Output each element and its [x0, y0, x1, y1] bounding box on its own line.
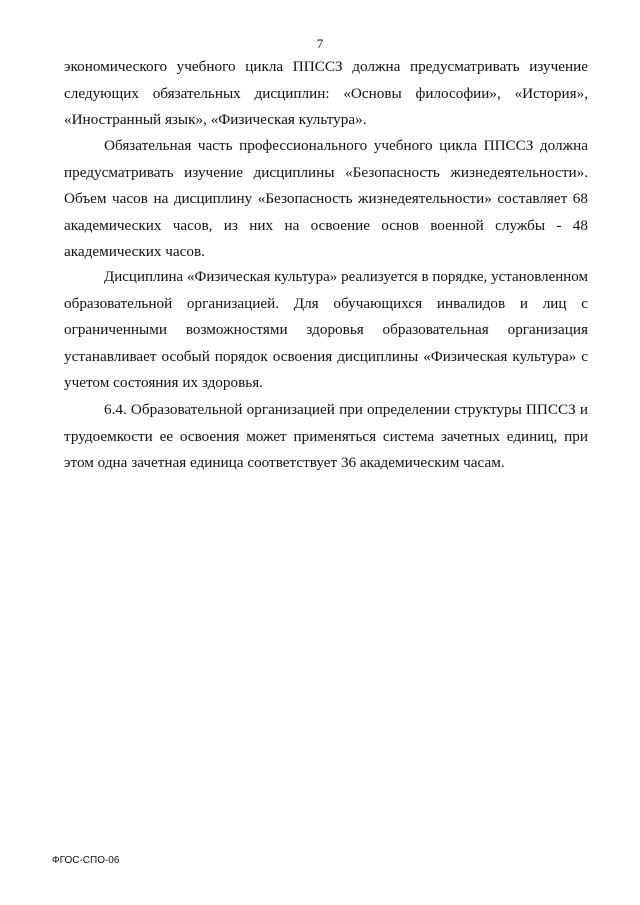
page-number: 7	[316, 36, 324, 51]
text-line: устанавливает особый порядок освоения дисциплины «Физическая культура» с	[64, 347, 588, 365]
text-line: академических часов, из них на освоение основ военной службы - 48	[64, 216, 588, 234]
text-line: ограниченными возможностями здоровья образовательная организация	[64, 321, 588, 338]
text-line: трудоемкости ее освоения может применяться система зачетных единиц, при	[64, 427, 588, 445]
paragraph-credit-units	[64, 397, 588, 477]
text-line: учетом состояния их здоровья.	[64, 374, 263, 391]
text-line: Дисциплина «Физическая культура» реализуется в порядке, установленном	[104, 269, 588, 285]
text-line: предусматривать изучение дисциплины «Безопасность жизнедеятельности».	[64, 163, 588, 181]
document-footer-code: ФГОС-СПО-06	[52, 855, 120, 866]
paragraph-general-disciplines	[64, 54, 588, 134]
text-line: академических часов.	[64, 243, 205, 260]
text-line: «Иностранный язык», «Физическая культура».	[64, 111, 367, 128]
text-line: Обязательная часть профессионального учебного цикла ППССЗ должна	[104, 137, 588, 154]
paragraph-physical-culture	[64, 264, 588, 397]
text-line: этом одна зачетная единица соответствует 36 академическим часам.	[64, 454, 505, 471]
text-line: образовательной организацией. Для обучающихся инвалидов и лиц с	[64, 294, 588, 312]
text-line: 6.4. Образовательной организацией при определении структуры ППССЗ и	[104, 401, 588, 418]
text-line: следующих обязательных дисциплин: «Основы философии», «История»,	[64, 84, 588, 102]
text-line: Объем часов на дисциплину «Безопасность жизнедеятельности» составляет 68	[64, 190, 588, 207]
paragraph-life-safety	[64, 133, 588, 266]
text-line: экономического учебного цикла ППССЗ должна предусматривать изучение	[64, 58, 588, 75]
